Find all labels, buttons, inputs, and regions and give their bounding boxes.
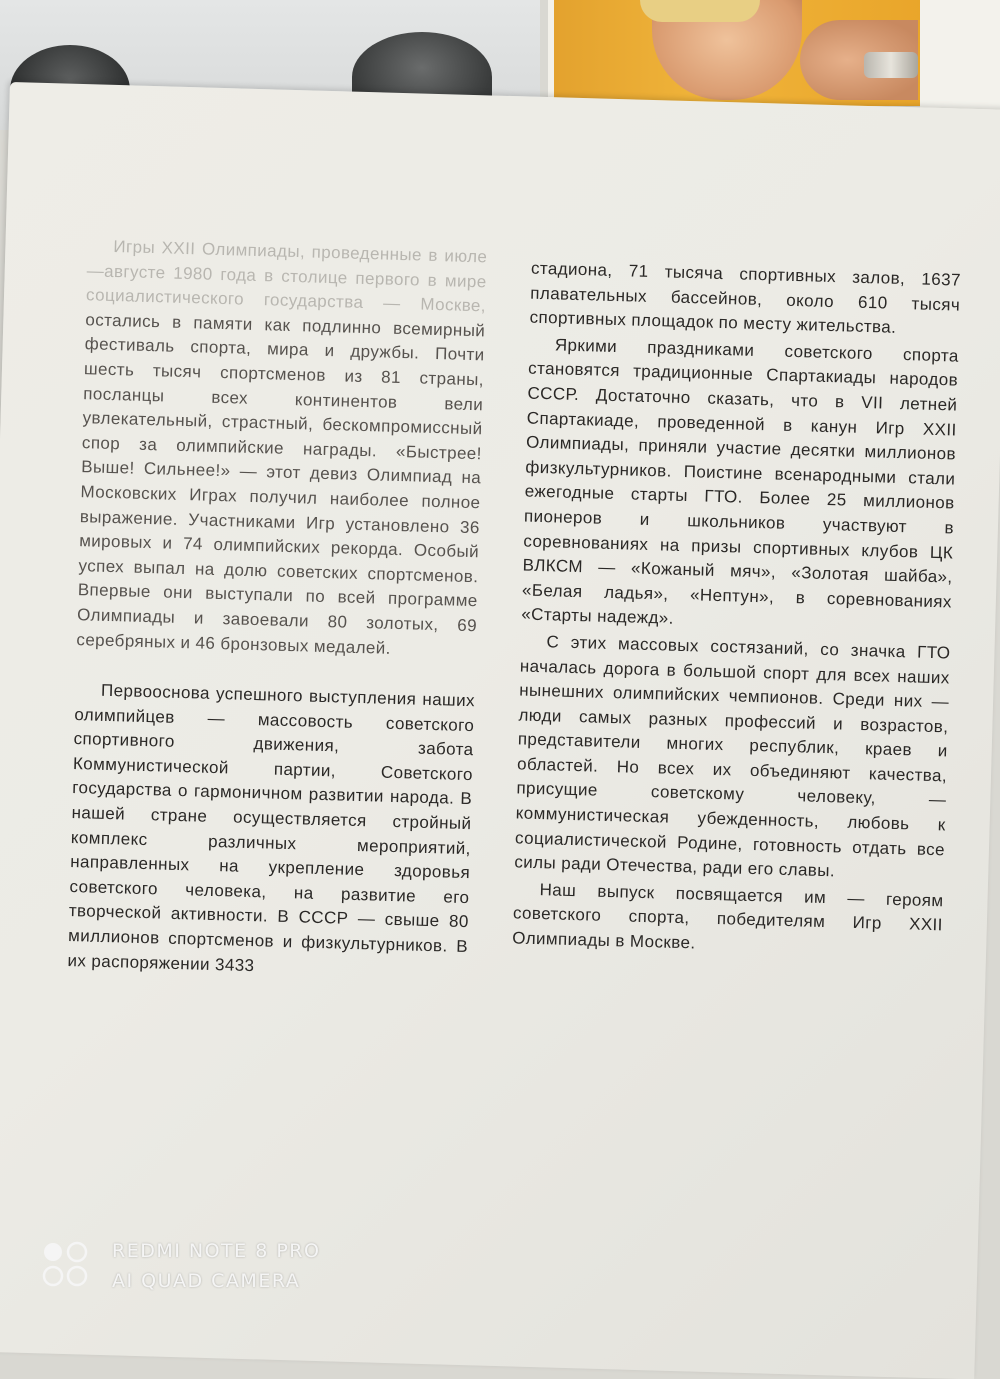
camera-lens-logo-icon	[40, 1240, 96, 1290]
right-paragraph-3: С этих массовых состязаний, со значка ГТО началась дорога в большой спорт для всех наших нынешних олимпийских чемпионов. Среди них — люди самых разных профессий и возрастов, представители многих республик, краев и областей. Но всех их объединяют качества, присущие советскому человеку, — коммунистическая убежденность, любовь к социалистической Родине, готовность отдать все силы ради Отечества, ради его славы.	[514, 632, 951, 881]
right-text-column	[512, 257, 961, 963]
right-paragraph-2: Яркими праздниками советского спорта становятся традиционные Спартакиады народов СССР. Достаточно сказать, что в VII летней Спартакиаде, проведенной в канун Игр XXII Олимпиады, приняли участие десятки миллионов физкультурников. Поистине всенародными стали ежегодные старты ГТО. Более 25 миллионов пионеров и школьников участвуют в соревнованиях на призы спортивных клубов ЦК ВЛКСМ — «Кожаный мяч», «Золотая шайба», «Белая ладья», «Нептун», в соревнованиях «Старты надежд».	[521, 335, 959, 629]
left-paragraph-1	[76, 234, 488, 663]
booklet-page	[0, 82, 1000, 1379]
watermark-line-1: REDMI NOTE 8 PRO	[112, 1240, 321, 1262]
wristwatch	[864, 52, 918, 78]
left-text-column	[67, 234, 487, 984]
faded-text: Игры XXII Олимпиады, проведенные в июле—августе 1980 года в столице первого в мире социалистического государства — Москве,	[85, 236, 488, 316]
right-paragraph-1: стадиона, 71 тысяча спортивных залов, 1637 плавательных бассейнов, около 610 тысяч спортивных площадок по месту жительства.	[529, 258, 962, 338]
left-paragraph-2: Первооснова успешного выступления наших олимпийцев — массовость советского спортивного движения, забота Коммунистической партии, Советского государства о гармоничном развитии народа. В нашей стране осуществляется стройный комплекс различных мероприятий, направленных на укрепление здоровья советского человека, на развитие его творческой активности. В СССР — свыше 80 миллионов спортсменов и физкультурников. В их распоряжении 3433	[67, 680, 476, 975]
athlete-hair	[640, 0, 760, 22]
watermark-line-2: AI QUAD CAMERA	[112, 1270, 301, 1292]
watermark-text	[112, 1236, 320, 1296]
right-paragraph-4: Наш выпуск посвящается им — героям советского спорта, победителям Игр XXII Олимпиады в Москве.	[512, 879, 944, 953]
paragraph-text: остались в памяти как подлинно всемирный фестиваль спорта, мира и дружбы. Почти шесть тысяч спортсменов из 81 страны, посланцы всех континентов вели увлекательный, страстный, бескомпромиссный спор за олимпийские награды. «Быстрее! Выше! Сильнее!» — этот девиз Олимпиад на Московских Играх получил наиболее полное выражение. Участниками Игр установлено 36 мировых и 74 олимпийских рекорда. Особый успех выпал на долю советских спортсменов. Впервые они выступали по всей программе Олимпиады и завоевали 80 золотых, 69 серебряных и 46 бронзовых медалей.	[76, 309, 486, 658]
background-paper-strip	[920, 0, 1000, 120]
